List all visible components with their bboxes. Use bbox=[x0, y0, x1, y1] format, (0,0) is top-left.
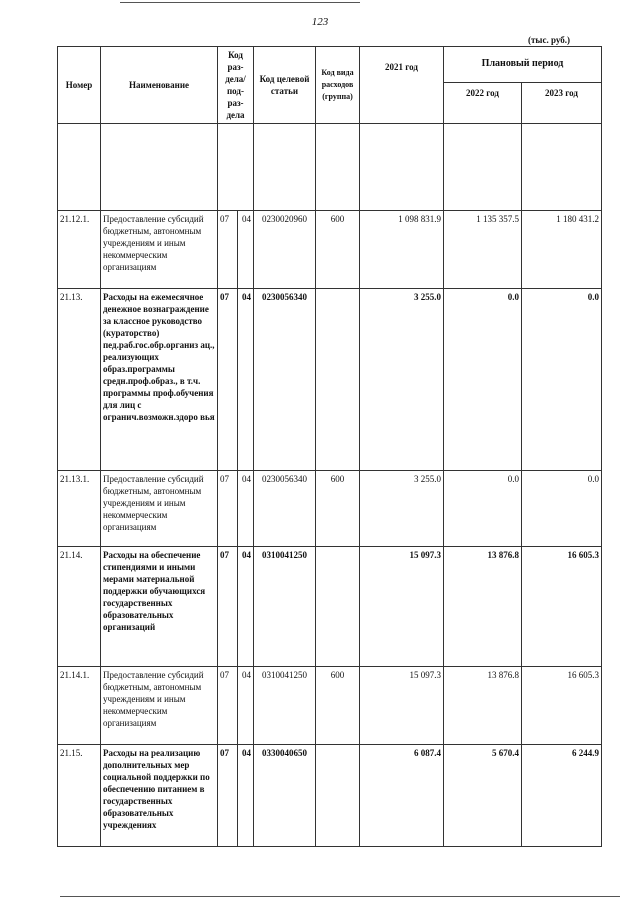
row-name: Расходы на обеспечение стипендиями и иными мерами материальной поддержки обучающихся государственных образовательных организаций bbox=[101, 547, 218, 667]
row-name: Предоставление субсидий бюджетным, автономным учреждениям и иным некоммерческим организациям bbox=[101, 471, 218, 547]
row-subsection: 04 bbox=[238, 471, 254, 547]
row-target: 0230056340 bbox=[254, 471, 316, 547]
row-subsection: 04 bbox=[238, 211, 254, 289]
row-section: 07 bbox=[218, 211, 238, 289]
row-2021: 3 255.0 bbox=[360, 471, 444, 547]
header-number: Номер bbox=[58, 47, 101, 124]
row-2022: 0.0 bbox=[444, 289, 522, 471]
row-expense-type bbox=[316, 289, 360, 471]
header-name: Наименование bbox=[101, 47, 218, 124]
row-subsection: 04 bbox=[238, 745, 254, 847]
row-2022: 1 135 357.5 bbox=[444, 211, 522, 289]
row-2021: 15 097.3 bbox=[360, 547, 444, 667]
page-number: 123 bbox=[311, 16, 329, 28]
table-row bbox=[58, 471, 602, 547]
header-spacer bbox=[58, 124, 101, 211]
row-target: 0310041250 bbox=[254, 547, 316, 667]
row-2021: 6 087.4 bbox=[360, 745, 444, 847]
row-2023: 16 605.3 bbox=[522, 547, 602, 667]
row-2023: 0.0 bbox=[522, 289, 602, 471]
budget-table bbox=[57, 46, 602, 847]
row-section: 07 bbox=[218, 547, 238, 667]
row-section: 07 bbox=[218, 471, 238, 547]
row-2021: 15 097.3 bbox=[360, 667, 444, 745]
row-expense-type: 600 bbox=[316, 471, 360, 547]
row-target: 0330040650 bbox=[254, 745, 316, 847]
row-2021: 3 255.0 bbox=[360, 289, 444, 471]
bottom-rule bbox=[60, 896, 620, 897]
header-2022: 2022 год bbox=[444, 82, 522, 123]
table-row bbox=[58, 745, 602, 847]
header-2023: 2023 год bbox=[522, 82, 602, 123]
row-target: 0310041250 bbox=[254, 667, 316, 745]
row-number: 21.14.1. bbox=[58, 667, 101, 745]
top-rule bbox=[120, 2, 360, 3]
header-expense-type: Код вида расходов (группа) bbox=[316, 47, 360, 124]
row-expense-type: 600 bbox=[316, 667, 360, 745]
row-expense-type: 600 bbox=[316, 211, 360, 289]
row-name: Расходы на реализацию дополнительных мер социальной поддержки по обеспечению питанием в государственных образовательных учреждениях bbox=[101, 745, 218, 847]
row-2022: 0.0 bbox=[444, 471, 522, 547]
row-subsection: 04 bbox=[238, 667, 254, 745]
row-number: 21.12.1. bbox=[58, 211, 101, 289]
row-2021: 1 098 831.9 bbox=[360, 211, 444, 289]
table-row bbox=[58, 211, 602, 289]
header-planned-period: Плановый период bbox=[444, 47, 602, 83]
units-label: (тыс. руб.) bbox=[528, 35, 570, 45]
row-subsection: 04 bbox=[238, 289, 254, 471]
header-2021: 2021 год bbox=[360, 47, 444, 124]
row-2023: 0.0 bbox=[522, 471, 602, 547]
row-section: 07 bbox=[218, 745, 238, 847]
row-expense-type bbox=[316, 547, 360, 667]
row-target: 0230020960 bbox=[254, 211, 316, 289]
row-2022: 13 876.8 bbox=[444, 547, 522, 667]
row-name: Предоставление субсидий бюджетным, автономным учреждениям и иным некоммерческим организациям bbox=[101, 667, 218, 745]
table-row bbox=[58, 547, 602, 667]
table-row bbox=[58, 289, 602, 471]
row-expense-type bbox=[316, 745, 360, 847]
row-number: 21.13. bbox=[58, 289, 101, 471]
row-subsection: 04 bbox=[238, 547, 254, 667]
row-target: 0230056340 bbox=[254, 289, 316, 471]
row-number: 21.15. bbox=[58, 745, 101, 847]
header-section: Код раз-дела/ под-раз-дела bbox=[218, 47, 254, 124]
table-row bbox=[58, 667, 602, 745]
row-section: 07 bbox=[218, 289, 238, 471]
header-target: Код целевой статьи bbox=[254, 47, 316, 124]
row-number: 21.14. bbox=[58, 547, 101, 667]
row-2023: 1 180 431.2 bbox=[522, 211, 602, 289]
row-2023: 6 244.9 bbox=[522, 745, 602, 847]
row-2022: 5 670.4 bbox=[444, 745, 522, 847]
row-2023: 16 605.3 bbox=[522, 667, 602, 745]
row-2022: 13 876.8 bbox=[444, 667, 522, 745]
row-number: 21.13.1. bbox=[58, 471, 101, 547]
row-name: Расходы на ежемесячное денежное вознаграждение за классное руководство (кураторство) пед.раб.гос.обр.организ ац., реализующих образ.программы средн.проф.образ., в т.ч. программы проф.обучения для лиц с огранич.возможн.здоро вья bbox=[101, 289, 218, 471]
row-section: 07 bbox=[218, 667, 238, 745]
row-name: Предоставление субсидий бюджетным, автономным учреждениям и иным некоммерческим организациям bbox=[101, 211, 218, 289]
